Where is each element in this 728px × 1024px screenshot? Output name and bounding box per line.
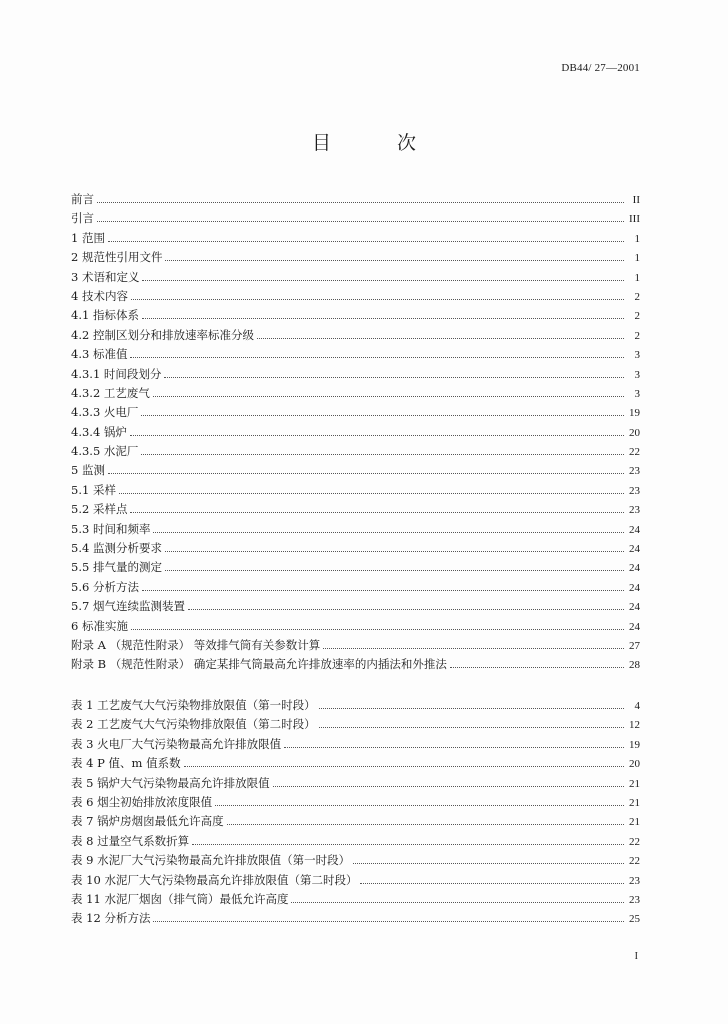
dot-leader [131, 299, 624, 300]
toc-entry-label: 附录 A （规范性附录） 等效排气筒有关参数计算 [71, 637, 321, 652]
toc-entry[interactable] [71, 636, 640, 655]
dot-leader [130, 512, 624, 513]
dot-leader [184, 766, 624, 767]
dot-leader [153, 396, 624, 397]
toc-entry-page: 3 [634, 349, 640, 362]
toc-entry[interactable] [71, 793, 640, 812]
toc-entry-page: 19 [629, 407, 640, 420]
toc-entry-page: 19 [629, 738, 640, 751]
toc-entry-page: 3 [634, 387, 640, 400]
toc-entry[interactable] [71, 617, 640, 636]
toc-entry[interactable] [71, 326, 640, 345]
toc-entry[interactable] [71, 715, 640, 734]
toc-entry-page: 21 [629, 796, 640, 809]
toc-entry-label: 4.3.3 火电厂 [71, 405, 139, 420]
dot-leader [215, 805, 624, 806]
toc-entry[interactable] [71, 229, 640, 248]
toc-entry-label: 5 监测 [71, 463, 105, 478]
toc-entry-label: 引言 [71, 211, 94, 226]
toc-entry-page: 23 [629, 484, 640, 497]
toc-entry-label: 表 4 P 值、m 值系数 [71, 756, 181, 771]
toc-entry-page: 27 [629, 639, 640, 652]
toc-entry[interactable] [71, 597, 640, 616]
page-number: I [634, 951, 638, 962]
toc-entry-page: 24 [629, 581, 640, 594]
toc-entry[interactable] [71, 500, 640, 519]
toc-entry[interactable] [71, 403, 640, 422]
toc-entry-page: 22 [629, 855, 640, 868]
toc-entry-label: 表 2 工艺废气大气污染物排放限值（第二时段） [71, 717, 316, 732]
toc-entry-page: 23 [629, 874, 640, 887]
toc-entry-page: 12 [629, 719, 640, 732]
toc-entry[interactable] [71, 909, 640, 928]
dot-leader [273, 786, 624, 787]
toc-entry-page: 2 [634, 290, 640, 303]
toc-entry-label: 4.2 控制区划分和排放速率标准分级 [71, 327, 254, 342]
dot-leader [97, 202, 624, 203]
dot-leader [130, 357, 624, 358]
toc-entry-label: 4.3.1 时间段划分 [71, 366, 162, 381]
toc-entry[interactable] [71, 209, 640, 228]
toc-entry[interactable] [71, 735, 640, 754]
toc-main-list [71, 190, 640, 675]
toc-entry-label: 前言 [71, 192, 94, 206]
toc-entry-label: 表 9 水泥厂大气污染物最高允许排放限值（第一时段） [71, 853, 351, 868]
toc-entry[interactable] [71, 754, 640, 773]
toc-entry-page: 20 [629, 426, 640, 439]
dot-leader [108, 473, 624, 474]
toc-entry-label: 1 范围 [71, 230, 105, 245]
toc-entry-label: 4.3.5 水泥厂 [71, 444, 139, 459]
dot-leader [450, 667, 624, 668]
toc-entry-label: 6 标准实施 [71, 618, 128, 633]
toc-entry-label: 表 12 分析方法 [71, 911, 151, 926]
toc-entry-page: 21 [629, 816, 640, 829]
toc-entry-page: 23 [629, 504, 640, 517]
toc-entry-label: 5.3 时间和频率 [71, 521, 151, 536]
toc-entry-label: 4.3 标准值 [71, 347, 128, 362]
toc-entry-label: 3 术语和定义 [71, 269, 140, 284]
dot-leader [142, 590, 624, 591]
toc-entry-page: 20 [629, 758, 640, 771]
dot-leader [165, 570, 624, 571]
toc-entry-label: 5.7 烟气连续监测装置 [71, 599, 185, 614]
toc-entry-label: 表 8 过量空气系数折算 [71, 833, 190, 848]
toc-entry-page: III [629, 213, 640, 226]
toc-entry-page: 2 [634, 310, 640, 323]
dot-leader [142, 318, 624, 319]
toc-entry[interactable] [71, 481, 640, 500]
dot-leader [284, 747, 624, 748]
toc-entry[interactable] [71, 871, 640, 890]
toc-entry-page: 22 [629, 835, 640, 848]
toc-entry-page: 23 [629, 465, 640, 478]
dot-leader [165, 260, 624, 261]
toc-entry[interactable] [71, 268, 640, 287]
dot-leader [188, 609, 624, 610]
toc-entry-label: 5.4 监测分析要求 [71, 541, 162, 556]
toc-entry-page: 1 [634, 232, 640, 245]
toc-entry-page: 24 [629, 601, 640, 614]
toc-entry-page: 3 [634, 368, 640, 381]
toc-entry[interactable] [71, 190, 640, 209]
dot-leader [192, 844, 624, 845]
toc-tables-list [71, 696, 640, 929]
toc-entry-label: 4.1 指标体系 [71, 308, 139, 323]
toc-entry-page: 24 [629, 620, 640, 633]
toc-entry-page: 24 [629, 523, 640, 536]
toc-entry[interactable] [71, 890, 640, 909]
toc-entry-label: 5.6 分析方法 [71, 579, 139, 594]
toc-entry[interactable] [71, 306, 640, 325]
dot-leader [153, 532, 624, 533]
toc-entry-page: 28 [629, 659, 640, 672]
toc-entry[interactable] [71, 384, 640, 403]
toc-entry-label: 5.5 排气量的测定 [71, 560, 162, 575]
toc-entry-label: 5.2 采样点 [71, 502, 128, 517]
toc-entry[interactable] [71, 812, 640, 831]
toc-entry-page: 21 [629, 777, 640, 790]
toc-entry[interactable] [71, 655, 640, 674]
toc-entry-label: 表 3 火电厂大气污染物最高允许排放限值 [71, 736, 282, 751]
dot-leader [130, 435, 624, 436]
toc-entry-page: 25 [629, 913, 640, 926]
toc-entry-label: 5.1 采样 [71, 482, 116, 497]
toc-entry-label: 4.3.4 锅炉 [71, 424, 127, 439]
dot-leader [360, 883, 624, 884]
dot-leader [141, 454, 624, 455]
dot-leader [319, 727, 624, 728]
dot-leader [291, 902, 624, 903]
toc-entry[interactable] [71, 365, 640, 384]
toc-entry[interactable] [71, 287, 640, 306]
dot-leader [141, 415, 624, 416]
toc-entry[interactable] [71, 442, 640, 461]
dot-leader [142, 280, 624, 281]
toc-entry[interactable] [71, 423, 640, 442]
toc-entry[interactable] [71, 520, 640, 539]
dot-leader [319, 708, 624, 709]
toc-entry-page: 1 [634, 252, 640, 265]
toc-entry-label: 表 11 水泥厂烟囱（排气筒）最低允许高度 [71, 891, 289, 906]
toc-entry[interactable] [71, 558, 640, 577]
toc-entry-label: 表 7 锅炉房烟囱最低允许高度 [71, 814, 224, 829]
toc-entry-label: 2 规范性引用文件 [71, 250, 163, 265]
toc-entry[interactable] [71, 248, 640, 267]
dot-leader [353, 863, 624, 864]
dot-leader [108, 241, 624, 242]
toc-entry-label: 4 技术内容 [71, 288, 128, 303]
document-code: DB44/ 27—2001 [561, 62, 640, 74]
dot-leader [131, 629, 624, 630]
dot-leader [119, 493, 624, 494]
toc-entry[interactable] [71, 578, 640, 597]
toc-entry[interactable] [71, 345, 640, 364]
toc-entry-label: 4.3.2 工艺废气 [71, 385, 150, 400]
toc-entry-page: 24 [629, 562, 640, 575]
toc-entry-page: II [632, 194, 640, 206]
dot-leader [257, 338, 624, 339]
toc-entry[interactable] [71, 832, 640, 851]
toc-entry-page: 23 [629, 893, 640, 906]
toc-entry-page: 22 [629, 446, 640, 459]
toc-entry-label: 附录 B （规范性附录） 确定某排气筒最高允许排放速率的内插法和外推法 [71, 657, 447, 672]
toc-entry[interactable] [71, 851, 640, 870]
toc-entry-page: 1 [634, 271, 640, 284]
dot-leader [165, 551, 624, 552]
toc-entry-page: 2 [634, 329, 640, 342]
toc-entry-page: 24 [629, 543, 640, 556]
dot-leader [153, 921, 624, 922]
dot-leader [227, 824, 624, 825]
toc-entry-page: 4 [634, 700, 640, 712]
toc-entry[interactable] [71, 539, 640, 558]
toc-entry[interactable] [71, 461, 640, 480]
toc-entry[interactable] [71, 696, 640, 715]
toc-entry-label: 表 6 烟尘初始排放浓度限值 [71, 794, 213, 809]
dot-leader [97, 221, 624, 222]
toc-entry-label: 表 1 工艺废气大气污染物排放限值（第一时段） [71, 698, 316, 712]
toc-entry[interactable] [71, 774, 640, 793]
dot-leader [164, 377, 624, 378]
page-title: 目 次 [311, 132, 447, 154]
toc-entry-label: 表 10 水泥厂大气污染物最高允许排放限值（第二时段） [71, 872, 358, 887]
toc-entry-label: 表 5 锅炉大气污染物最高允许排放限值 [71, 775, 270, 790]
dot-leader [323, 648, 624, 649]
